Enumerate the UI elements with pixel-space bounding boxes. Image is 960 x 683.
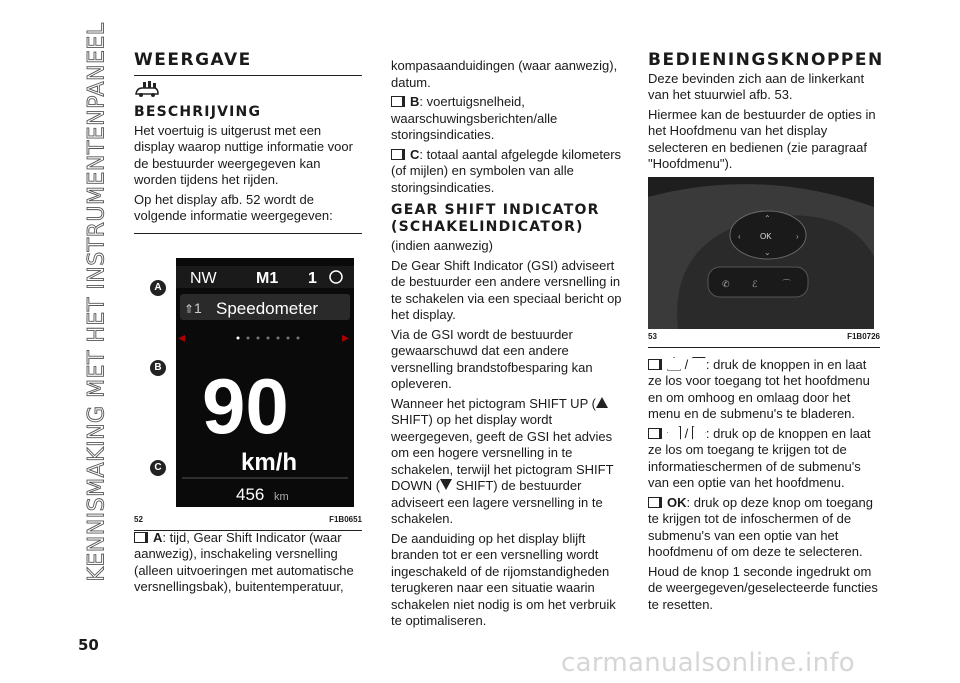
shift-gear: 1 [194, 299, 202, 316]
shift-up-icon [596, 397, 608, 408]
paragraph: Op het display afb. 52 wordt de volgende informatie weergegeven: [134, 191, 333, 223]
left-button-icon [667, 426, 681, 440]
right-button-icon [692, 426, 706, 440]
book-icon [648, 428, 662, 439]
section-heading-gsi: GEAR SHIFT INDICATOR (SCHAKELINDICATOR) [391, 202, 600, 235]
odometer-value: 456 [236, 484, 265, 504]
paragraph: Wanneer het pictogram SHIFT UP ( SHIFT) op het display wordt weergegeven, geeft de GSI het advies om een hogere versnelling in te schakelen, terwijl het pictogram SHIFT DOWN ( SHIFT) de bestuurder adviseert een lagere versnelling in te schakelen. [391, 395, 614, 526]
paragraph: kompasaanduidingen (waar aanwezig), datum. [391, 58, 618, 90]
list-item: B: voertuigsnelheid, waarschuwingsberichten/alle storingsindicaties. [391, 94, 558, 142]
gear-number: 1 [308, 269, 317, 287]
speedometer-label: Speedometer [216, 298, 319, 318]
list-item: A: tijd, Gear Shift Indicator (waar aanwezig), inschakeling versnelling (alleen uitvoeringen met automatische versnellingsbak), buitentemperatuur, [134, 529, 354, 594]
section-heading-bedieningsknoppen: BEDIENINGSKNOPPEN [648, 50, 884, 70]
phone-icon: ✆ [722, 278, 730, 289]
figure-53 [648, 177, 880, 345]
left-scroll-icon: ◂ [178, 328, 186, 345]
ok-label: OK [760, 231, 772, 241]
down-button-icon [692, 357, 706, 371]
section-heading-weergave: WEERGAVE [134, 52, 362, 76]
gear-mode: M1 [256, 269, 279, 287]
subheading-beschrijving: BESCHRIJVING [134, 103, 262, 120]
callout-a: A [150, 280, 166, 296]
voice-icon: ℰ [752, 278, 758, 289]
paragraph: (indien aanwezig) [391, 238, 493, 253]
paragraph: Houd de knop 1 seconde ingedrukt om de weergegeven/geselecteerde functies te resetten. [648, 563, 878, 612]
figure-caption [134, 512, 362, 532]
callout-c: C [150, 460, 166, 476]
figure-code: F1B0726 [847, 331, 880, 341]
paragraph: De Gear Shift Indicator (GSI) adviseert de bestuurder een andere versnelling in te schakelen via een speciaal bericht op het display. [391, 257, 622, 322]
up-arrow-icon: ⌃ [764, 213, 771, 223]
paragraph: Hiermee kan de bestuurder de opties in het Hoofdmenu van het display selecteren en bedienen (zie paragraaf "Hoofdmenu"). [648, 106, 876, 171]
up-button-icon [667, 357, 681, 371]
page-number: 50 [78, 636, 99, 654]
instrument-display [176, 258, 354, 507]
book-icon [134, 532, 148, 543]
column-3 [648, 50, 884, 616]
steering-wheel-controls [648, 177, 874, 329]
figure-caption [648, 329, 880, 349]
right-scroll-icon: ▸ [342, 328, 350, 345]
speed-unit: km/h [241, 448, 298, 476]
odometer-unit: km [274, 490, 289, 503]
figure-number: 52 [134, 514, 143, 524]
list-item: OK: druk op deze knop om toegang te krijgen tot de infoschermen of de submenu's van een optie van het hoofdmenu of om deze te selecteren. [648, 494, 873, 559]
paragraph: Het voertuig is uitgerust met een display waarop nuttige informatie voor de bestuurder weergegeven kan worden tijdens het rijden. [134, 122, 353, 187]
speed-value: 90 [202, 361, 289, 450]
book-icon [648, 359, 662, 370]
column-2 [391, 58, 623, 633]
car-display-icon [134, 80, 362, 98]
column-1 [134, 52, 362, 599]
compass-direction: NW [190, 269, 217, 287]
side-title: KENNISMAKING MET HET INSTRUMENTENPANEEL [84, 22, 110, 582]
figure-number: 53 [648, 331, 657, 341]
figure-52 [134, 234, 362, 524]
paragraph: Via de GSI wordt de bestuurder gewaarschuwd dat een andere versnelling brandstofbesparing kan opleveren. [391, 326, 593, 391]
shift-down-icon [440, 479, 452, 490]
right-arrow-icon: › [796, 231, 799, 241]
list-item: C: totaal aantal afgelegde kilometers (of mijlen) en symbolen van alle storingsindicaties. [391, 146, 622, 195]
book-icon [391, 96, 405, 107]
left-arrow-icon: ‹ [738, 231, 741, 241]
paragraph: De aanduiding op het display blijft branden tot er een versnelling wordt ingeschakeld of de rijomstandigheden terugkeren naar een situatie waarin schakelen niet nodig is om het verbruik te optimaliseren. [391, 530, 616, 628]
watermark: carmanualsonline.info [561, 648, 856, 678]
book-icon [648, 497, 662, 508]
hangup-icon: ⌒ [782, 278, 792, 289]
book-icon [391, 149, 405, 160]
display-graphics [176, 258, 354, 507]
shift-arrow-icon: ⇑ [184, 301, 195, 316]
figure-code: F1B0651 [329, 514, 362, 524]
paragraph: Deze bevinden zich aan de linkerkant van het stuurwiel afb. 53. [648, 70, 865, 102]
list-item: / : druk de knoppen in en laat ze los voor toegang tot het hoofdmenu en om omhoog en omlaag door het menu en de submenu's te bladeren. [648, 356, 870, 421]
list-item: / : druk op de knoppen en laat ze los om toegang te krijgen tot de informatieschermen of de submenu's van een optie van het hoofdmenu. [648, 425, 871, 490]
down-arrow-icon: ⌄ [764, 247, 771, 257]
callout-b: B [150, 360, 166, 376]
